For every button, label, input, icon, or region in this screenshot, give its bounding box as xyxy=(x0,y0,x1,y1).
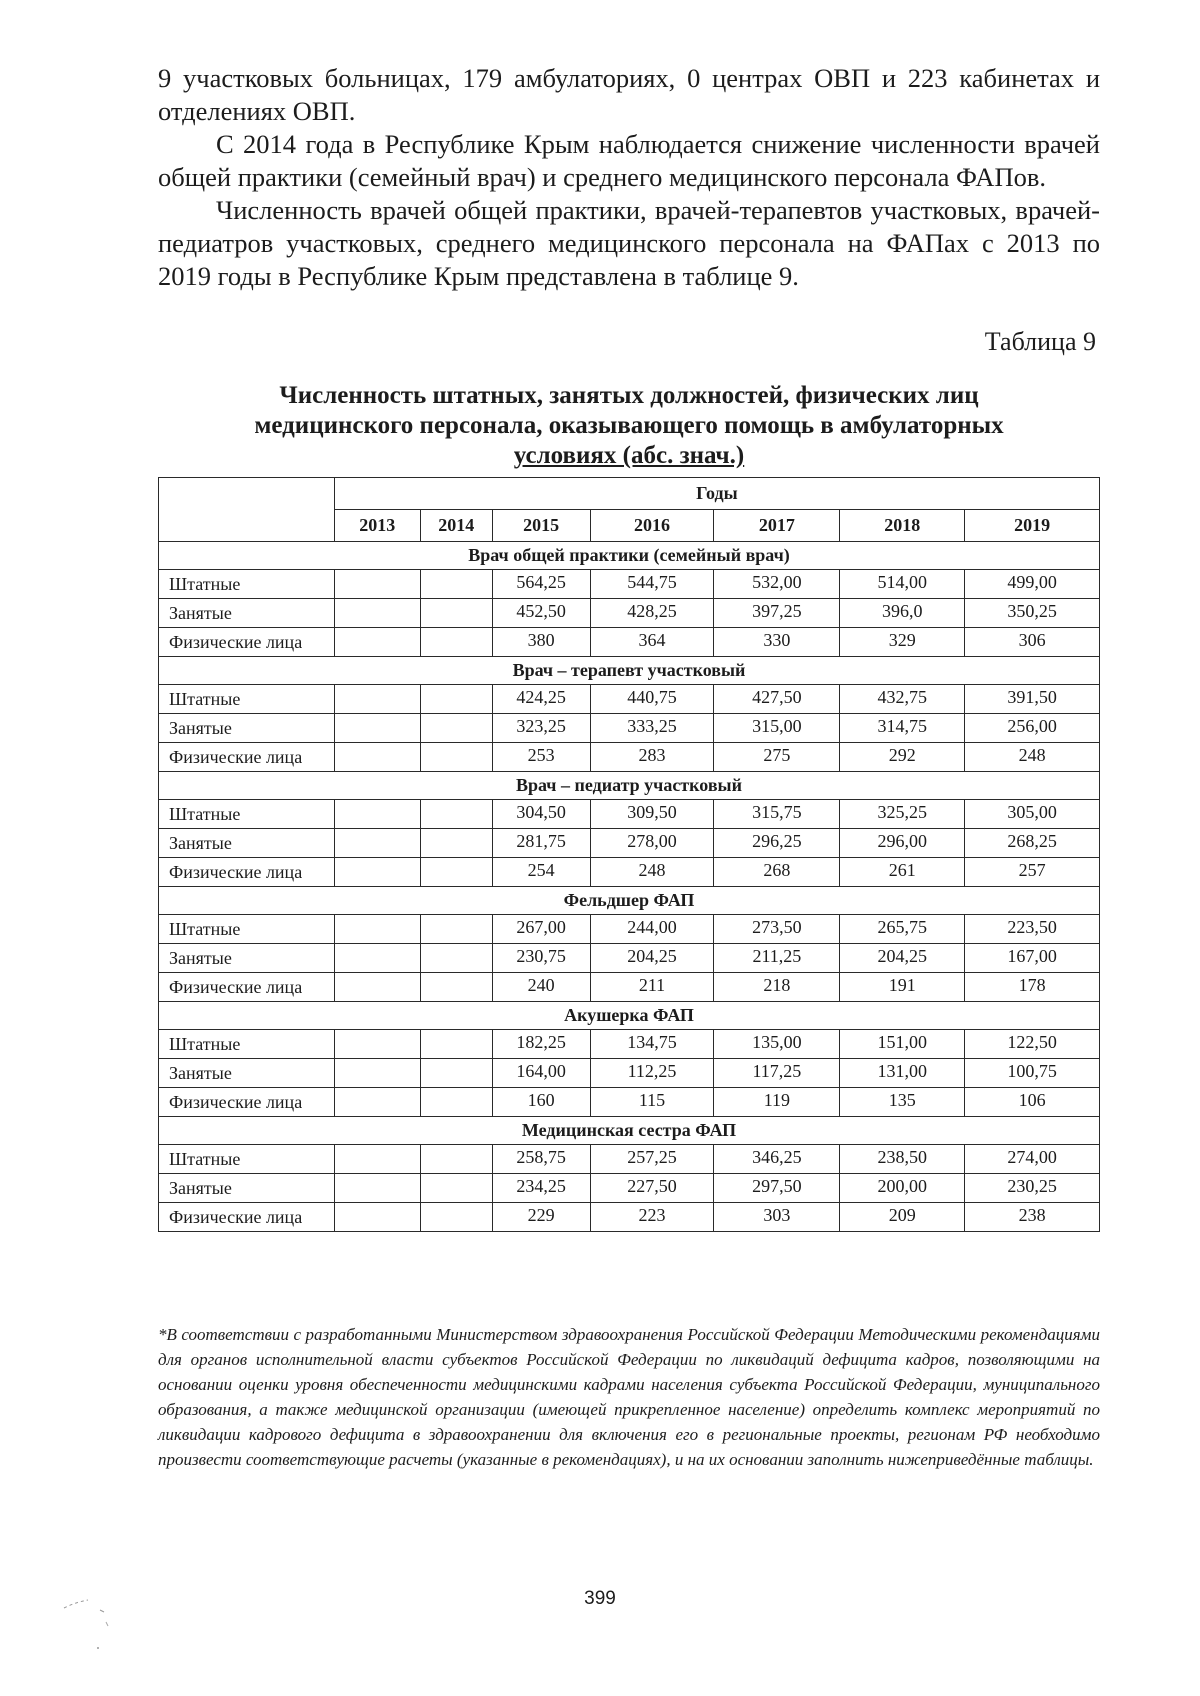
footnote: *В соответствии с разработанными Министерством здравоохранения Российской Федерации Методическими рекомендациями для органов исполнительной власти субъектов Российской Федерации по ликвидаций дефицита кадров, позволяющими на основании оценки уровня обеспеченности медицинскими кадрами населения субъекта Российской Федерации, муниципального образования, а также медицинской организации (имеющей прикрепленное население) определить комплекс мероприятий по ликвидации кадрового дефицита в здравоохранении для включения его в региональные проекты, регионам РФ необходимо произвести соответствующие расчеты (указанные в рекомендациях), и на их основании заполнить нижеприведённые таблицы. xyxy=(158,1325,1100,1469)
section-title: Врач общей практики (семейный врач) xyxy=(159,542,1100,570)
value-cell: 391,50 xyxy=(965,685,1100,714)
table-title xyxy=(158,381,1100,471)
page-number: 399 xyxy=(584,1588,616,1609)
row-label: Занятые xyxy=(159,599,335,628)
value-cell: 292 xyxy=(840,743,965,772)
row-label: Физические лица xyxy=(159,1203,335,1232)
pen-mark-decoration xyxy=(60,1590,130,1660)
value-cell: 182,25 xyxy=(492,1030,590,1059)
value-cell: 315,00 xyxy=(714,714,840,743)
row-label: Физические лица xyxy=(159,858,335,887)
value-cell xyxy=(420,800,492,829)
value-cell xyxy=(334,973,420,1002)
value-cell: 227,50 xyxy=(590,1174,714,1203)
table-row xyxy=(159,599,1100,628)
value-cell: 329 xyxy=(840,628,965,657)
value-cell: 396,0 xyxy=(840,599,965,628)
year-header: 2016 xyxy=(590,510,714,542)
year-header: 2019 xyxy=(965,510,1100,542)
table-row xyxy=(159,915,1100,944)
row-label: Занятые xyxy=(159,944,335,973)
value-cell: 248 xyxy=(590,858,714,887)
value-cell: 380 xyxy=(492,628,590,657)
value-cell: 305,00 xyxy=(965,800,1100,829)
value-cell xyxy=(420,1030,492,1059)
table-header-row-years-group xyxy=(159,478,1100,510)
value-cell: 223 xyxy=(590,1203,714,1232)
section-row xyxy=(159,772,1100,800)
table-row xyxy=(159,685,1100,714)
value-cell xyxy=(420,944,492,973)
value-cell xyxy=(334,915,420,944)
value-cell: 564,25 xyxy=(492,570,590,599)
value-cell: 428,25 xyxy=(590,599,714,628)
value-cell: 544,75 xyxy=(590,570,714,599)
value-cell: 296,00 xyxy=(840,829,965,858)
value-cell: 261 xyxy=(840,858,965,887)
value-cell: 397,25 xyxy=(714,599,840,628)
value-cell: 325,25 xyxy=(840,800,965,829)
section-title: Врач – педиатр участковый xyxy=(159,772,1100,800)
value-cell xyxy=(334,628,420,657)
value-cell xyxy=(420,1145,492,1174)
row-label: Штатные xyxy=(159,1145,335,1174)
row-label: Штатные xyxy=(159,915,335,944)
value-cell: 424,25 xyxy=(492,685,590,714)
table-row xyxy=(159,1059,1100,1088)
value-cell: 151,00 xyxy=(840,1030,965,1059)
value-cell: 258,75 xyxy=(492,1145,590,1174)
value-cell: 273,50 xyxy=(714,915,840,944)
value-cell: 248 xyxy=(965,743,1100,772)
value-cell xyxy=(334,1030,420,1059)
value-cell xyxy=(420,714,492,743)
value-cell: 297,50 xyxy=(714,1174,840,1203)
value-cell: 209 xyxy=(840,1203,965,1232)
value-cell: 440,75 xyxy=(590,685,714,714)
table-row xyxy=(159,829,1100,858)
value-cell: 211,25 xyxy=(714,944,840,973)
value-cell: 257,25 xyxy=(590,1145,714,1174)
value-cell: 314,75 xyxy=(840,714,965,743)
year-header: 2015 xyxy=(492,510,590,542)
value-cell: 204,25 xyxy=(590,944,714,973)
value-cell: 514,00 xyxy=(840,570,965,599)
value-cell: 112,25 xyxy=(590,1059,714,1088)
value-cell: 244,00 xyxy=(590,915,714,944)
value-cell xyxy=(334,944,420,973)
value-cell: 274,00 xyxy=(965,1145,1100,1174)
section-row xyxy=(159,1117,1100,1145)
value-cell: 296,25 xyxy=(714,829,840,858)
value-cell: 106 xyxy=(965,1088,1100,1117)
years-header: Годы xyxy=(334,478,1099,510)
value-cell xyxy=(420,599,492,628)
value-cell xyxy=(420,1203,492,1232)
value-cell: 346,25 xyxy=(714,1145,840,1174)
value-cell: 452,50 xyxy=(492,599,590,628)
value-cell: 134,75 xyxy=(590,1030,714,1059)
row-label: Занятые xyxy=(159,714,335,743)
value-cell: 350,25 xyxy=(965,599,1100,628)
table-title-line-1: Численность штатных, занятых должностей, физических лиц xyxy=(279,382,979,409)
paragraph-2: С 2014 года в Республике Крым наблюдается снижение численности врачей общей практики (семейный врач) и среднего медицинского персонала ФАПов. xyxy=(158,129,1100,192)
value-cell xyxy=(334,829,420,858)
table-label: Таблица 9 xyxy=(984,327,1096,356)
year-header: 2014 xyxy=(420,510,492,542)
value-cell xyxy=(420,858,492,887)
value-cell: 100,75 xyxy=(965,1059,1100,1088)
value-cell xyxy=(334,858,420,887)
value-cell: 333,25 xyxy=(590,714,714,743)
value-cell: 119 xyxy=(714,1088,840,1117)
table-title-line-3: условиях (абс. знач.) xyxy=(513,442,745,469)
value-cell xyxy=(334,1145,420,1174)
value-cell: 135,00 xyxy=(714,1030,840,1059)
table-row xyxy=(159,800,1100,829)
table-row xyxy=(159,743,1100,772)
table-row xyxy=(159,1030,1100,1059)
row-label: Штатные xyxy=(159,570,335,599)
value-cell: 230,25 xyxy=(965,1174,1100,1203)
table-body xyxy=(159,542,1100,1232)
value-cell: 240 xyxy=(492,973,590,1002)
table-row xyxy=(159,1088,1100,1117)
section-row xyxy=(159,542,1100,570)
value-cell: 234,25 xyxy=(492,1174,590,1203)
value-cell xyxy=(420,628,492,657)
value-cell: 223,50 xyxy=(965,915,1100,944)
value-cell: 211 xyxy=(590,973,714,1002)
table-row xyxy=(159,628,1100,657)
value-cell: 304,50 xyxy=(492,800,590,829)
value-cell xyxy=(334,1059,420,1088)
value-cell xyxy=(420,743,492,772)
value-cell xyxy=(420,829,492,858)
table-row xyxy=(159,714,1100,743)
row-label: Физические лица xyxy=(159,1088,335,1117)
table-row xyxy=(159,944,1100,973)
table-row xyxy=(159,570,1100,599)
value-cell: 323,25 xyxy=(492,714,590,743)
value-cell: 532,00 xyxy=(714,570,840,599)
value-cell: 178 xyxy=(965,973,1100,1002)
row-label: Физические лица xyxy=(159,628,335,657)
value-cell xyxy=(334,743,420,772)
value-cell: 218 xyxy=(714,973,840,1002)
value-cell: 253 xyxy=(492,743,590,772)
value-cell: 238,50 xyxy=(840,1145,965,1174)
value-cell xyxy=(334,1088,420,1117)
value-cell: 303 xyxy=(714,1203,840,1232)
value-cell: 364 xyxy=(590,628,714,657)
value-cell: 204,25 xyxy=(840,944,965,973)
value-cell: 160 xyxy=(492,1088,590,1117)
table-title-line-2: медицинского персонала, оказывающего помощь в амбулаторных xyxy=(254,412,1004,439)
value-cell: 267,00 xyxy=(492,915,590,944)
value-cell xyxy=(420,1059,492,1088)
year-header: 2013 xyxy=(334,510,420,542)
value-cell xyxy=(334,570,420,599)
table-header-empty-cell xyxy=(159,478,335,542)
year-header: 2018 xyxy=(840,510,965,542)
value-cell xyxy=(420,685,492,714)
value-cell: 230,75 xyxy=(492,944,590,973)
row-label: Занятые xyxy=(159,1059,335,1088)
value-cell: 256,00 xyxy=(965,714,1100,743)
section-row xyxy=(159,1002,1100,1030)
year-header: 2017 xyxy=(714,510,840,542)
section-title: Медицинская сестра ФАП xyxy=(159,1117,1100,1145)
row-label: Штатные xyxy=(159,800,335,829)
value-cell: 229 xyxy=(492,1203,590,1232)
value-cell: 200,00 xyxy=(840,1174,965,1203)
value-cell: 238 xyxy=(965,1203,1100,1232)
value-cell: 122,50 xyxy=(965,1030,1100,1059)
value-cell xyxy=(420,1088,492,1117)
value-cell: 283 xyxy=(590,743,714,772)
value-cell xyxy=(334,1174,420,1203)
row-label: Занятые xyxy=(159,1174,335,1203)
value-cell: 275 xyxy=(714,743,840,772)
value-cell: 315,75 xyxy=(714,800,840,829)
value-cell: 265,75 xyxy=(840,915,965,944)
section-title: Акушерка ФАП xyxy=(159,1002,1100,1030)
staff-table xyxy=(158,477,1100,1232)
value-cell: 499,00 xyxy=(965,570,1100,599)
value-cell: 330 xyxy=(714,628,840,657)
section-title: Фельдшер ФАП xyxy=(159,887,1100,915)
value-cell: 131,00 xyxy=(840,1059,965,1088)
row-label: Штатные xyxy=(159,685,335,714)
value-cell: 257 xyxy=(965,858,1100,887)
value-cell xyxy=(334,685,420,714)
section-row xyxy=(159,657,1100,685)
value-cell: 309,50 xyxy=(590,800,714,829)
row-label: Штатные xyxy=(159,1030,335,1059)
value-cell: 164,00 xyxy=(492,1059,590,1088)
value-cell: 117,25 xyxy=(714,1059,840,1088)
value-cell: 432,75 xyxy=(840,685,965,714)
value-cell xyxy=(420,915,492,944)
value-cell: 268 xyxy=(714,858,840,887)
table-row xyxy=(159,1174,1100,1203)
value-cell: 306 xyxy=(965,628,1100,657)
value-cell: 268,25 xyxy=(965,829,1100,858)
value-cell: 191 xyxy=(840,973,965,1002)
value-cell: 278,00 xyxy=(590,829,714,858)
table-row xyxy=(159,1145,1100,1174)
section-row xyxy=(159,887,1100,915)
value-cell xyxy=(420,973,492,1002)
value-cell xyxy=(334,800,420,829)
value-cell xyxy=(420,1174,492,1203)
value-cell: 115 xyxy=(590,1088,714,1117)
row-label: Занятые xyxy=(159,829,335,858)
value-cell xyxy=(334,599,420,628)
table-row xyxy=(159,973,1100,1002)
value-cell: 135 xyxy=(840,1088,965,1117)
body-text xyxy=(158,62,1100,293)
table-row xyxy=(159,1203,1100,1232)
row-label: Физические лица xyxy=(159,743,335,772)
value-cell: 167,00 xyxy=(965,944,1100,973)
value-cell xyxy=(334,1203,420,1232)
section-title: Врач – терапевт участковый xyxy=(159,657,1100,685)
value-cell xyxy=(334,714,420,743)
paragraph-1: 9 участковых больницах, 179 амбулаториях, 0 центрах ОВП и 223 кабинетах и отделениях ОВП. xyxy=(158,63,1100,126)
value-cell: 427,50 xyxy=(714,685,840,714)
table-row xyxy=(159,858,1100,887)
value-cell xyxy=(420,570,492,599)
value-cell: 281,75 xyxy=(492,829,590,858)
row-label: Физические лица xyxy=(159,973,335,1002)
paragraph-3: Численность врачей общей практики, врачей-терапевтов участковых, врачей-педиатров участковых, среднего медицинского персонала на ФАПах с 2013 по 2019 годы в Республике Крым представлена в таблице 9. xyxy=(158,195,1100,291)
value-cell: 254 xyxy=(492,858,590,887)
